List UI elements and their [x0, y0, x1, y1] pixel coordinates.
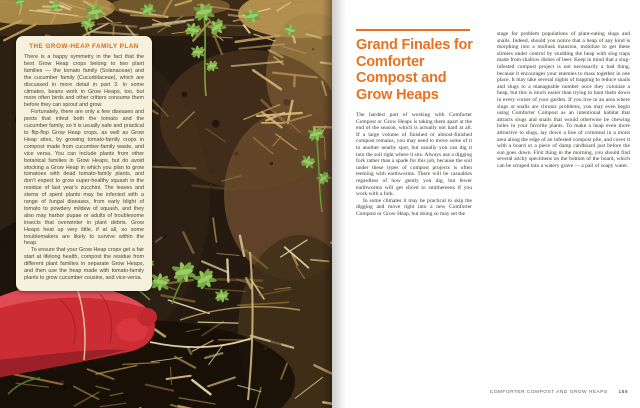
body-column-2 — [497, 31, 630, 169]
body-paragraph: stage for problem populations of plant-eating slugs and snails. Indeed, should you notice that a heap of any kind is morphing into a mollusk mansion, mobilize to get these slimers under control by studding the heap with slug traps made from shallow dishes of beer. Keep in mind that a slug-infested compost project is not necessarily a bad thing, because it encourages your enemies to mass together in one place. It may take several nights of trapping to reduce snails and slugs to a manageable number once they colonize a heap, but this is much easier than trying to hunt them down in every corner of your garden. If you live in an area where slugs or snails are chronic problems, you may even begin using Comforter Compost as an intentional habitat that attracts slugs and snails that would otherwise be chewing holes in your favorite plants. To make a heap even more attractive to slugs, lay down a line of cornmeal in a moist area along the edge of an infested compost pile, and cover it with a board or a piece of damp cardboard just before the sun goes down. First thing in the morning, you should find several sticky specimens on the bottom of the board, which can be scraped into a watery grave — a pail of soapy water. — [497, 31, 630, 169]
page-number: 169 — [618, 390, 628, 395]
sidebar-paragraph: Fortunately, there are only a few diseases and pests that infest both the tomato and the cucumber family, so it is usually safe and practical to flip-flop Grow Heap crops, as well as Grow Heap sites, by growing tomato-family crops in compost made from cucumber-family waste, and vice versa. You can include plants from other botanical families in Grow Heaps, but do avoid stocking a Grow Heap in which you plan to grow tomatoes with dead tomato-family plants, and don’t expect to grow super-healthy squash in the residue of last year’s zucchini. The leaves and stems of spent plants may be infected with a range of fungal diseases, from early blight of tomato to powdery mildew of squash, and they also may harbor pupae or adults of troublesome insects that overwinter in plant debris. Grow Heaps heat up very little, if at all, so some troublemakers are likely to survive within the heap. — [24, 109, 144, 247]
sidebar-paragraph: There is a happy symmetry in the fact that the best Grow Heap crops belong to two plant families — the tomato family (Solanaceae) and the cucumber family (Cucurbitaceae), which are discussed in more detail in part 3. In some climates, beans work in Grow Heaps, too, but more often birds and other critters consume them before they can sprout and grow. — [24, 54, 144, 109]
body-paragraph: The hardest part of working with Comforter Compost or Grow Heaps is taking them apart at the end of the season, which is actually not hard at all. If a large volume of finished or almost-finished compost remains, you may need to move some of it to another nearby spot, but usually you can dig it into the soil right where it sits. Always use a digging fork rather than a spade for this job, because the soil under these types of compost projects is often teeming with earthworms. There will be casualties regardless of how gently you dig, but fewer earthworms will get sliced to smithereens if you work with a fork. — [356, 112, 472, 198]
page-edge-shadow — [322, 0, 332, 408]
sidebar-heading: THE GROW-HEAP FAMILY PLAN — [29, 43, 139, 50]
sidebar-paragraph: To ensure that your Grow Heap crops get a fair start at lifelong health, compost the residue from different plant families in separate Grow Heaps, and then use the heap made with tomato-family plants to grow cucumber cousins, and vice-versa. — [24, 247, 144, 281]
body-column-1 — [356, 29, 478, 218]
body-paragraph: In some climates it may be practical to skip the digging and move right into a new Comforter Compost or Grow Heap, but doing so may set the — [356, 197, 472, 217]
sidebar-box — [16, 36, 152, 291]
running-footer — [490, 390, 628, 395]
right-page — [332, 0, 640, 408]
running-head: COMFORTER COMPOST AND GROW HEAPS — [489, 390, 608, 395]
section-rule — [356, 29, 470, 31]
gutter-shadow — [332, 0, 346, 408]
page-title: Grand Finales for Comforter Compost and Grow Heaps — [356, 37, 473, 103]
